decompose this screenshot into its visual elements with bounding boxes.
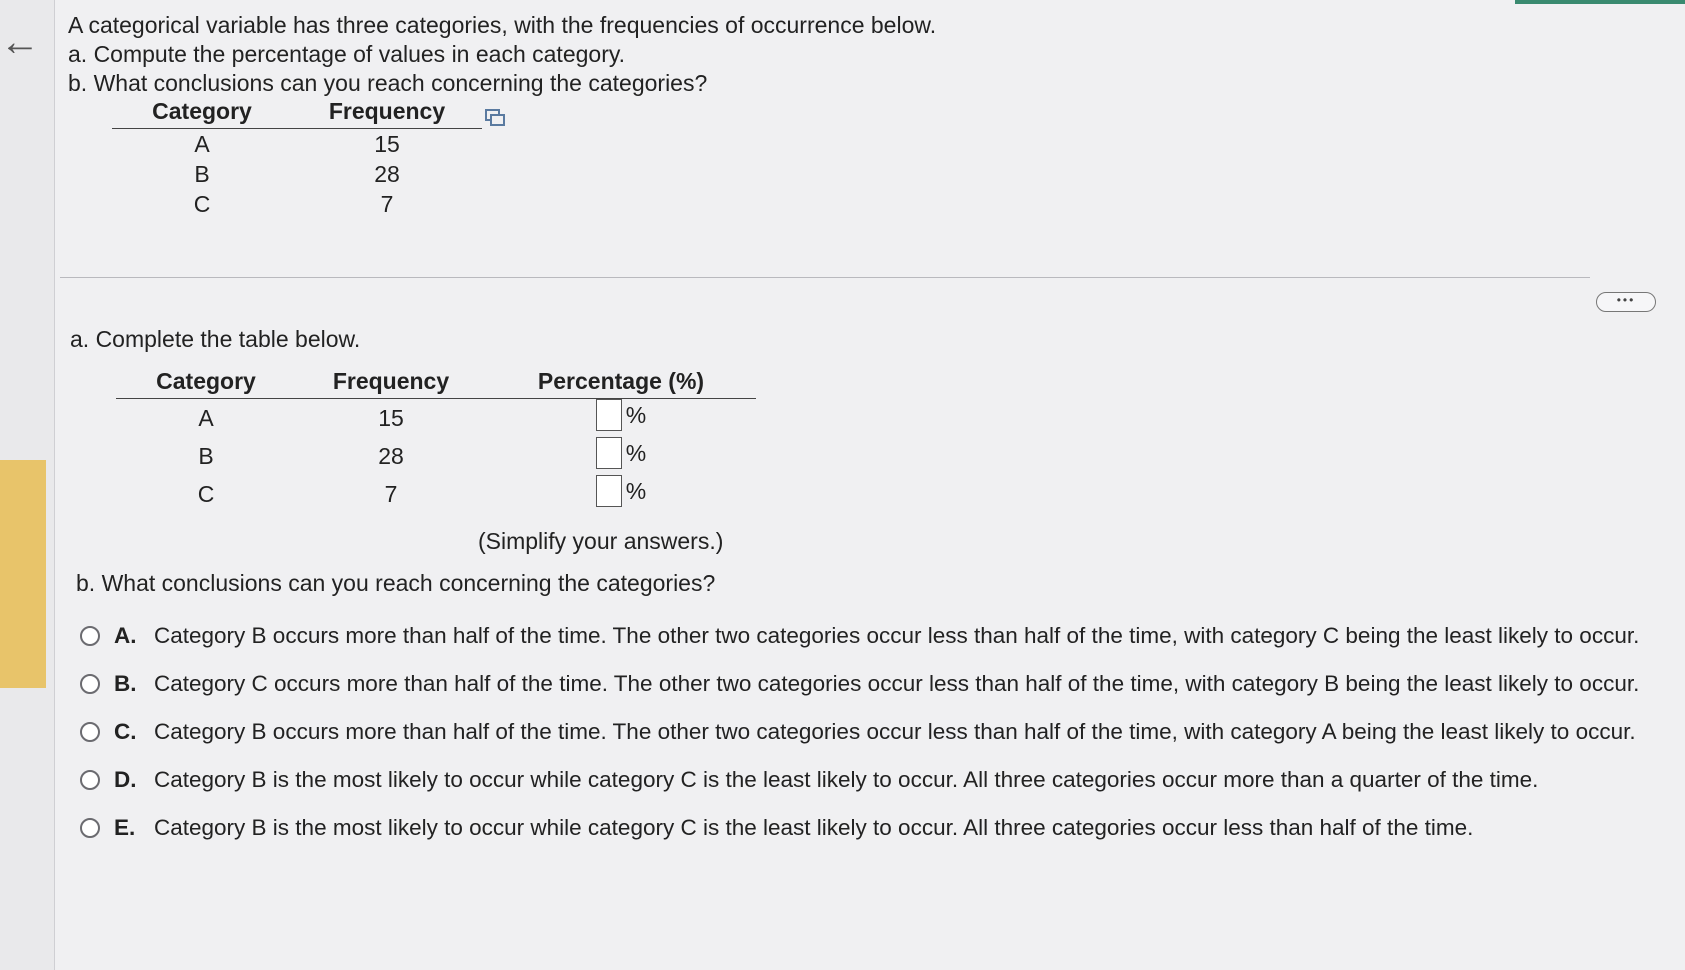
- radio-button[interactable]: [80, 626, 100, 646]
- option-text: Category B occurs more than half of the time. The other two categories occur less than half of the time, with category A being the least likely to occur.: [154, 719, 1636, 744]
- header-category: Category: [116, 364, 296, 399]
- frequency-cell: 15: [374, 130, 400, 157]
- table-row: [112, 129, 482, 160]
- radio-button[interactable]: [80, 722, 100, 742]
- radio-button[interactable]: [80, 818, 100, 838]
- category-cell: C: [197, 480, 215, 507]
- question-content: [66, 0, 1685, 970]
- option-letter: A.: [114, 623, 137, 648]
- option-text: Category B is the most likely to occur while category C is the least likely to occur. All three categories occur less than half of the time.: [154, 815, 1474, 840]
- percentage-cell: [486, 399, 756, 438]
- category-cell: A: [198, 404, 214, 431]
- answer-options: [80, 612, 1639, 852]
- option-c[interactable]: [80, 708, 1639, 756]
- radio-button[interactable]: [80, 674, 100, 694]
- question-part-b: b. What conclusions can you reach concerning the categories?: [68, 70, 708, 96]
- option-text: Category C occurs more than half of the time. The other two categories occur less than half of the time, with category B being the least likely to occur.: [154, 671, 1640, 696]
- percentage-cell: [486, 437, 756, 475]
- option-text: Category B occurs more than half of the time. The other two categories occur less than half of the time, with category C being the least likely to occur.: [154, 623, 1640, 648]
- header-frequency: Frequency: [292, 94, 482, 129]
- frequency-cell: 7: [380, 190, 394, 217]
- section-divider: [60, 277, 1590, 278]
- percentage-input-b[interactable]: [596, 437, 622, 469]
- category-cell: B: [194, 160, 210, 187]
- percent-sign: %: [625, 401, 647, 428]
- percentage-cell: [486, 475, 756, 513]
- part-b-title: b. What conclusions can you reach concerning the categories?: [76, 570, 716, 596]
- option-letter: B.: [114, 671, 137, 696]
- category-cell: C: [193, 190, 211, 217]
- percent-sign: %: [625, 477, 647, 504]
- more-options-button[interactable]: •••: [1596, 292, 1656, 312]
- given-frequency-table: [112, 94, 482, 219]
- option-letter: D.: [114, 767, 137, 792]
- header-frequency: Frequency: [296, 364, 486, 399]
- question-intro: A categorical variable has three categories, with the frequencies of occurrence below.: [68, 12, 937, 38]
- header-percentage: Percentage (%): [486, 364, 756, 399]
- table-row: [112, 189, 482, 219]
- option-text: Category B is the most likely to occur while category C is the least likely to occur. All three categories occur more than a quarter of the time.: [154, 767, 1539, 792]
- table-row: [112, 159, 482, 189]
- option-a[interactable]: [80, 612, 1639, 660]
- frequency-cell: 15: [378, 404, 404, 431]
- option-d[interactable]: [80, 756, 1639, 804]
- header-category: Category: [112, 94, 292, 129]
- option-e[interactable]: [80, 804, 1639, 852]
- question-part-a: a. Compute the percentage of values in each category.: [68, 41, 626, 67]
- radio-button[interactable]: [80, 770, 100, 790]
- percent-sign: %: [625, 439, 647, 466]
- percentage-input-a[interactable]: [596, 399, 622, 431]
- answer-table: [116, 364, 756, 513]
- table-row: [116, 399, 756, 438]
- frequency-cell: 7: [384, 480, 398, 507]
- category-cell: B: [198, 442, 214, 469]
- left-highlight-marker: [0, 460, 46, 688]
- category-cell: A: [194, 130, 210, 157]
- option-b[interactable]: [80, 660, 1639, 708]
- frequency-cell: 28: [378, 442, 404, 469]
- frequency-cell: 28: [374, 160, 400, 187]
- copy-icon[interactable]: [484, 106, 506, 128]
- table-row: [116, 437, 756, 475]
- option-letter: E.: [114, 815, 136, 840]
- back-arrow-icon[interactable]: ←: [0, 20, 40, 64]
- simplify-note: (Simplify your answers.): [478, 528, 724, 554]
- percentage-input-c[interactable]: [596, 475, 622, 507]
- part-a-title: a. Complete the table below.: [70, 326, 361, 352]
- option-letter: C.: [114, 719, 137, 744]
- table-row: [116, 475, 756, 513]
